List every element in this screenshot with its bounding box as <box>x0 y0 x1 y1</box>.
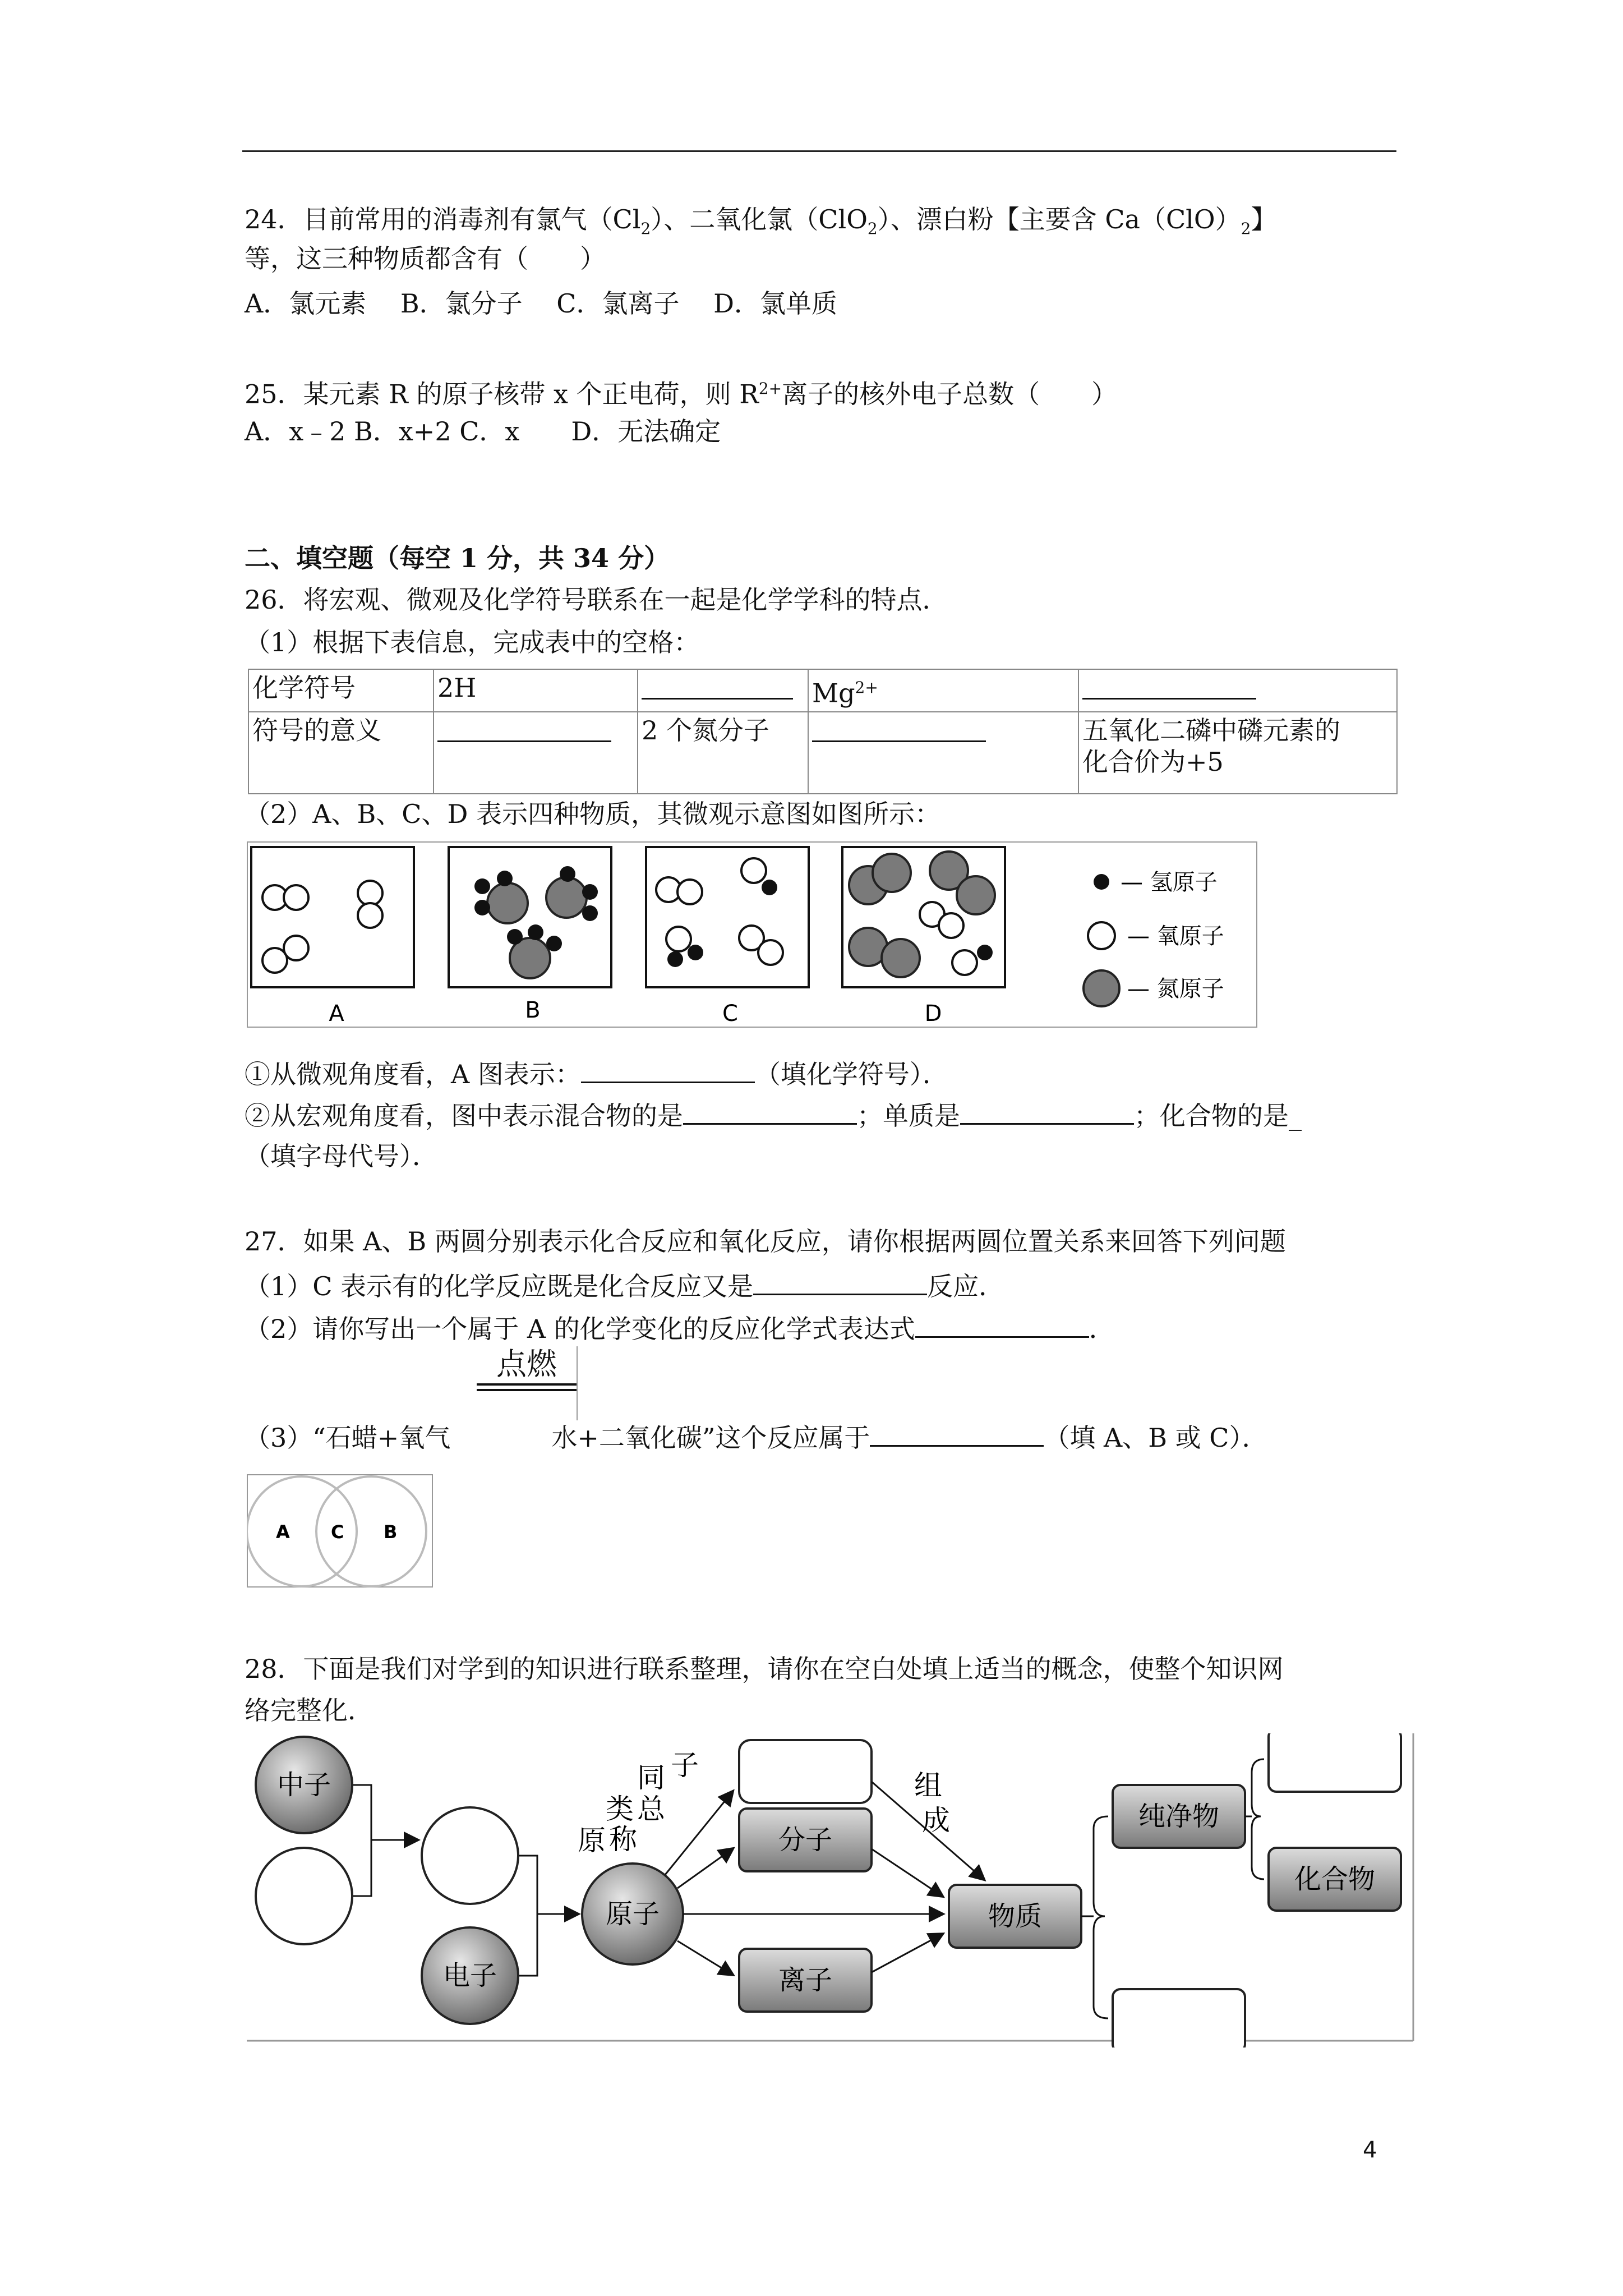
blank-a-symbol[interactable] <box>581 1056 755 1083</box>
condition-box <box>477 1346 578 1420</box>
q25-options: A．x﹣2 B．x+2 C．x D．无法确定 <box>245 416 721 447</box>
blank-mixture[interactable] <box>683 1097 857 1125</box>
venn-b: B <box>384 1521 398 1543</box>
label-d: D <box>924 1001 942 1027</box>
annot-zu: 组 <box>914 1769 942 1802</box>
q28-line1: 28．下面是我们对学到的知识进行联系整理，请你在空白处填上适当的概念，使整个知识网 <box>245 1654 1284 1684</box>
particle-figure <box>247 841 1257 1028</box>
q24-line1: 24．目前常用的消毒剂有氯气$(Cl_2)$、二氧化氯（ClO$_2$）、漂白粉【主要含 $Ca(ClO)_2$】 <box>245 204 1277 238</box>
node-atom-label: 原子 <box>605 1898 660 1930</box>
label-b: B <box>525 997 541 1023</box>
annot-cheng2: 成 <box>922 1804 950 1837</box>
node-electron-label: 电子 <box>442 1960 497 1991</box>
table-row1-cell2[interactable] <box>638 669 808 712</box>
node-compound-label: 化合物 <box>1294 1864 1376 1895</box>
blank-a-equation[interactable] <box>915 1310 1089 1338</box>
node-pure-label: 纯净物 <box>1138 1801 1220 1832</box>
q26-intro: 26．将宏观、微观及化学符号联系在一起是化学学科的特点． <box>245 585 948 615</box>
label-c: C <box>722 1001 738 1027</box>
table-row1-cell3: $Mg^{2+}$ <box>808 669 1078 712</box>
node-blank-element[interactable] <box>739 1740 872 1803</box>
venn-a: A <box>276 1521 290 1543</box>
annot-yuan: 原 <box>578 1824 606 1857</box>
q24-options: A．氯元素 B．氯分子 C．氯离子 D．氯单质 <box>245 288 837 319</box>
table-row2-cell2: 2 个氮分子 <box>638 712 808 794</box>
legend-oxygen: — 氧原子 <box>1127 923 1224 949</box>
table-row1-cell4[interactable] <box>1078 669 1397 712</box>
venn-diagram <box>247 1474 433 1588</box>
legend-nitrogen: — 氮原子 <box>1127 976 1224 1002</box>
blank-element[interactable] <box>960 1097 1134 1125</box>
knowledge-map <box>247 1733 1414 2047</box>
annot-cheng: 称 <box>609 1823 637 1856</box>
table-row1-cell1: 2H <box>434 669 638 712</box>
table-row1-label: 化学符号 <box>248 669 434 712</box>
annot-lei: 类 <box>606 1793 634 1825</box>
section-title: 二、填空题（每空 1 分，共 34 分） <box>245 543 670 573</box>
q27-part1: （1）C 表示有的化学反应既是化合反应又是 反应． <box>245 1268 1004 1303</box>
q24-line2: 等，这三种物质都含有（ ） <box>245 243 606 274</box>
node-molecule-label: 分子 <box>778 1824 833 1856</box>
table-row2-label: 符号的意义 <box>248 712 434 794</box>
blank-c-reaction[interactable] <box>753 1268 927 1295</box>
node-neutron-label: 中子 <box>276 1769 331 1801</box>
header-rule <box>242 150 1396 152</box>
node-blank-proton[interactable] <box>256 1848 352 1944</box>
annot-zong: 总 <box>637 1793 665 1825</box>
box-c <box>646 847 809 987</box>
label-a: A <box>329 1001 344 1027</box>
q26-sub2-tail: （填字母代号）． <box>245 1141 438 1171</box>
condition-label: 点燃 <box>496 1346 557 1382</box>
q26-sub1: ①从微观角度看，A 图表示： （填化学符号）． <box>245 1056 948 1091</box>
q26-part1: （1）根据下表信息，完成表中的空格： <box>245 627 700 657</box>
annot-tong: 同 <box>637 1761 665 1794</box>
node-matter-label: 物质 <box>988 1901 1043 1932</box>
blank-paraffin[interactable] <box>870 1419 1044 1447</box>
q27-part3: （3）“石蜡+氧气 水+二氧化碳”这个反应属于 （填 A、B 或 C）． <box>245 1419 1267 1454</box>
table-row2-cell4: 五氧化二磷中磷元素的 化合价为+5 <box>1078 712 1397 794</box>
node-blank-mixture[interactable] <box>1113 1989 1245 2047</box>
node-ion-label: 离子 <box>778 1964 833 1996</box>
venn-c: C <box>331 1521 344 1543</box>
q27-intro: 27．如果 A、B 两圆分别表示化合反应和氧化反应，请你根据两圆位置关系来回答下列问题 <box>245 1226 1286 1257</box>
q26-table <box>248 669 1398 794</box>
q26-part2: （2）A、B、C、D 表示四种物质，其微观示意图如图所示： <box>245 799 940 829</box>
q26-sub2: ②从宏观角度看，图中表示混合物的是 ；单质是 ；化合物的是_ <box>245 1097 1302 1132</box>
q27-part2: （2）请你写出一个属于 A 的化学变化的反应化学式表达式 ． <box>245 1310 1115 1345</box>
q28-line2: 络完整化． <box>245 1695 374 1726</box>
page-number: 4 <box>1363 2137 1377 2163</box>
table-row2-cell1[interactable] <box>434 712 638 794</box>
table-row2-cell3[interactable] <box>808 712 1078 794</box>
node-blank-simple[interactable] <box>1269 1733 1401 1792</box>
annot-zi: 子 <box>671 1749 699 1782</box>
legend-hydrogen: — 氢原子 <box>1121 869 1218 895</box>
node-blank-nucleus[interactable] <box>422 1807 518 1904</box>
q25-line1: 25．某元素 R 的原子核带 x 个正电荷，则 $R^{2+}$离子的核外电子总数（ ） <box>245 379 1118 409</box>
